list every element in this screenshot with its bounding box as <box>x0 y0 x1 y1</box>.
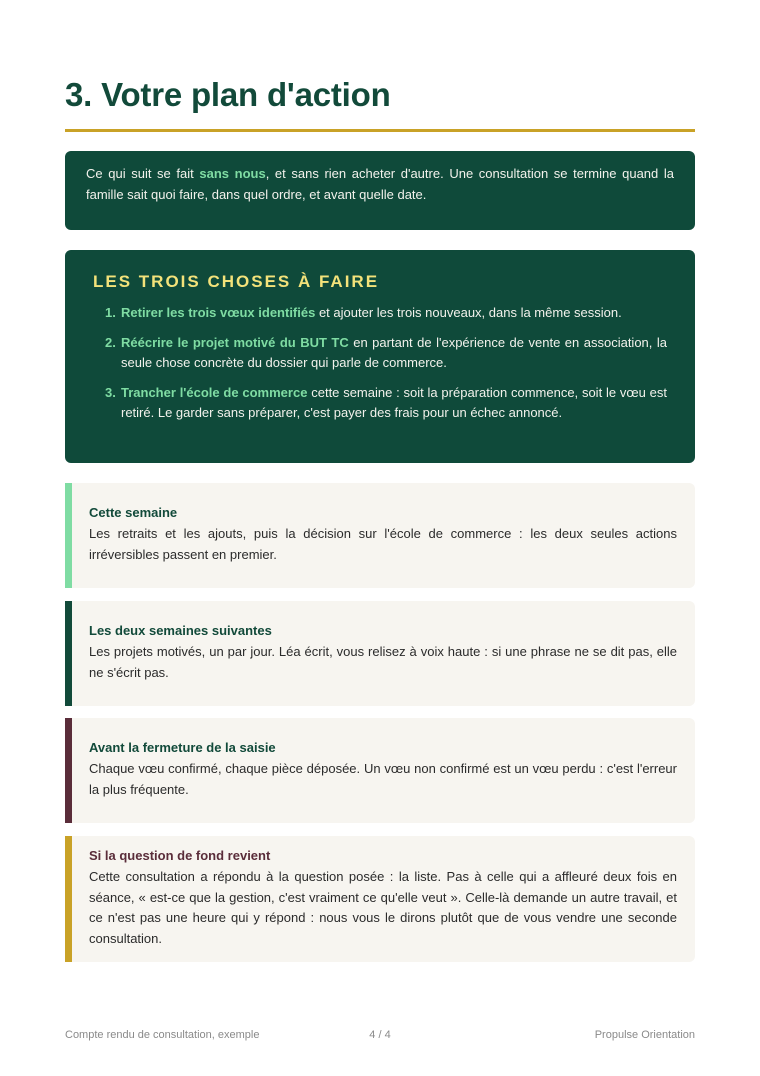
timeline-step-this-week <box>65 483 695 588</box>
todo-item-number: 3. <box>105 384 116 400</box>
footer-brand: Propulse Orientation <box>594 1029 695 1041</box>
todo-item-text: en partant de l'expérience de vente en association, la seule chose concrète du dossier qui parle de commerce. <box>121 334 667 370</box>
step-title: Avant la fermeture de la saisie <box>89 740 276 755</box>
todo-title: LES TROIS CHOSES À FAIRE <box>93 272 380 291</box>
todo-item-1 <box>105 303 667 324</box>
intro-text-after: , et sans rien acheter d'autre. Une consultation se termine quand la famille sait quoi faire, dans quel ordre, et avant quelle date. <box>86 166 674 202</box>
footer-page-number: 4 / 4 <box>369 1029 391 1041</box>
todo-item-number: 1. <box>105 305 116 320</box>
todo-item-3 <box>105 383 667 424</box>
todo-item-text: cette semaine : soit la préparation commence, soit le vœu est retiré. Le garder sans préparer, c'est payer des frais pour un échec annoncé. <box>121 384 667 420</box>
step-title: Les deux semaines suivantes <box>89 623 272 638</box>
step-title: Si la question de fond revient <box>89 848 271 863</box>
footer-document-label: Compte rendu de consultation, exemple <box>65 1029 260 1041</box>
page-title: 3. Votre plan d'action <box>65 76 391 113</box>
intro-text-before: Ce qui suit se fait <box>86 166 200 181</box>
todo-list <box>93 303 667 424</box>
todo-item-strong: Trancher l'école de commerce <box>121 384 308 400</box>
timeline-step-next-two-weeks <box>65 601 695 706</box>
todo-item-strong: Réécrire le projet motivé du BUT TC <box>121 334 349 350</box>
todo-box <box>65 250 695 463</box>
timeline-step-before-deadline <box>65 718 695 823</box>
step-title: Cette semaine <box>89 505 178 520</box>
step-text: Les projets motivés, un par jour. Léa écrit, vous relisez à voix haute : si une phrase ne se dit pas, elle ne s'écrit pas. <box>89 644 677 680</box>
todo-item-text: et ajouter les trois nouveaux, dans la même session. <box>315 305 622 320</box>
step-text: Chaque vœu confirmé, chaque pièce déposée. Un vœu non confirmé est un vœu perdu : c'est l'erreur la plus fréquente. <box>89 761 677 797</box>
todo-item-number: 2. <box>105 334 116 350</box>
title-underline <box>65 129 695 132</box>
todo-item-strong: Retirer les trois vœux identifiés <box>121 305 316 320</box>
step-text: Les retraits et les ajouts, puis la décision sur l'école de commerce : les deux seules actions irréversibles passent en premier. <box>89 526 677 562</box>
intro-callout <box>65 151 695 230</box>
intro-highlight: sans nous <box>199 166 266 181</box>
step-text: Cette consultation a répondu à la question posée : la liste. Pas à celle qui a affleuré deux fois en séance, « est-ce que la gestion, c'est vraiment ce qu'elle veut ». Celle-là demande un autre travail, et ce n'est pas une heure qui y répond : nous vous le dirons plutôt que de vous vendre une seconde consultation. <box>89 869 677 946</box>
todo-item-2 <box>105 333 667 374</box>
timeline-step-underlying-question <box>65 836 695 962</box>
